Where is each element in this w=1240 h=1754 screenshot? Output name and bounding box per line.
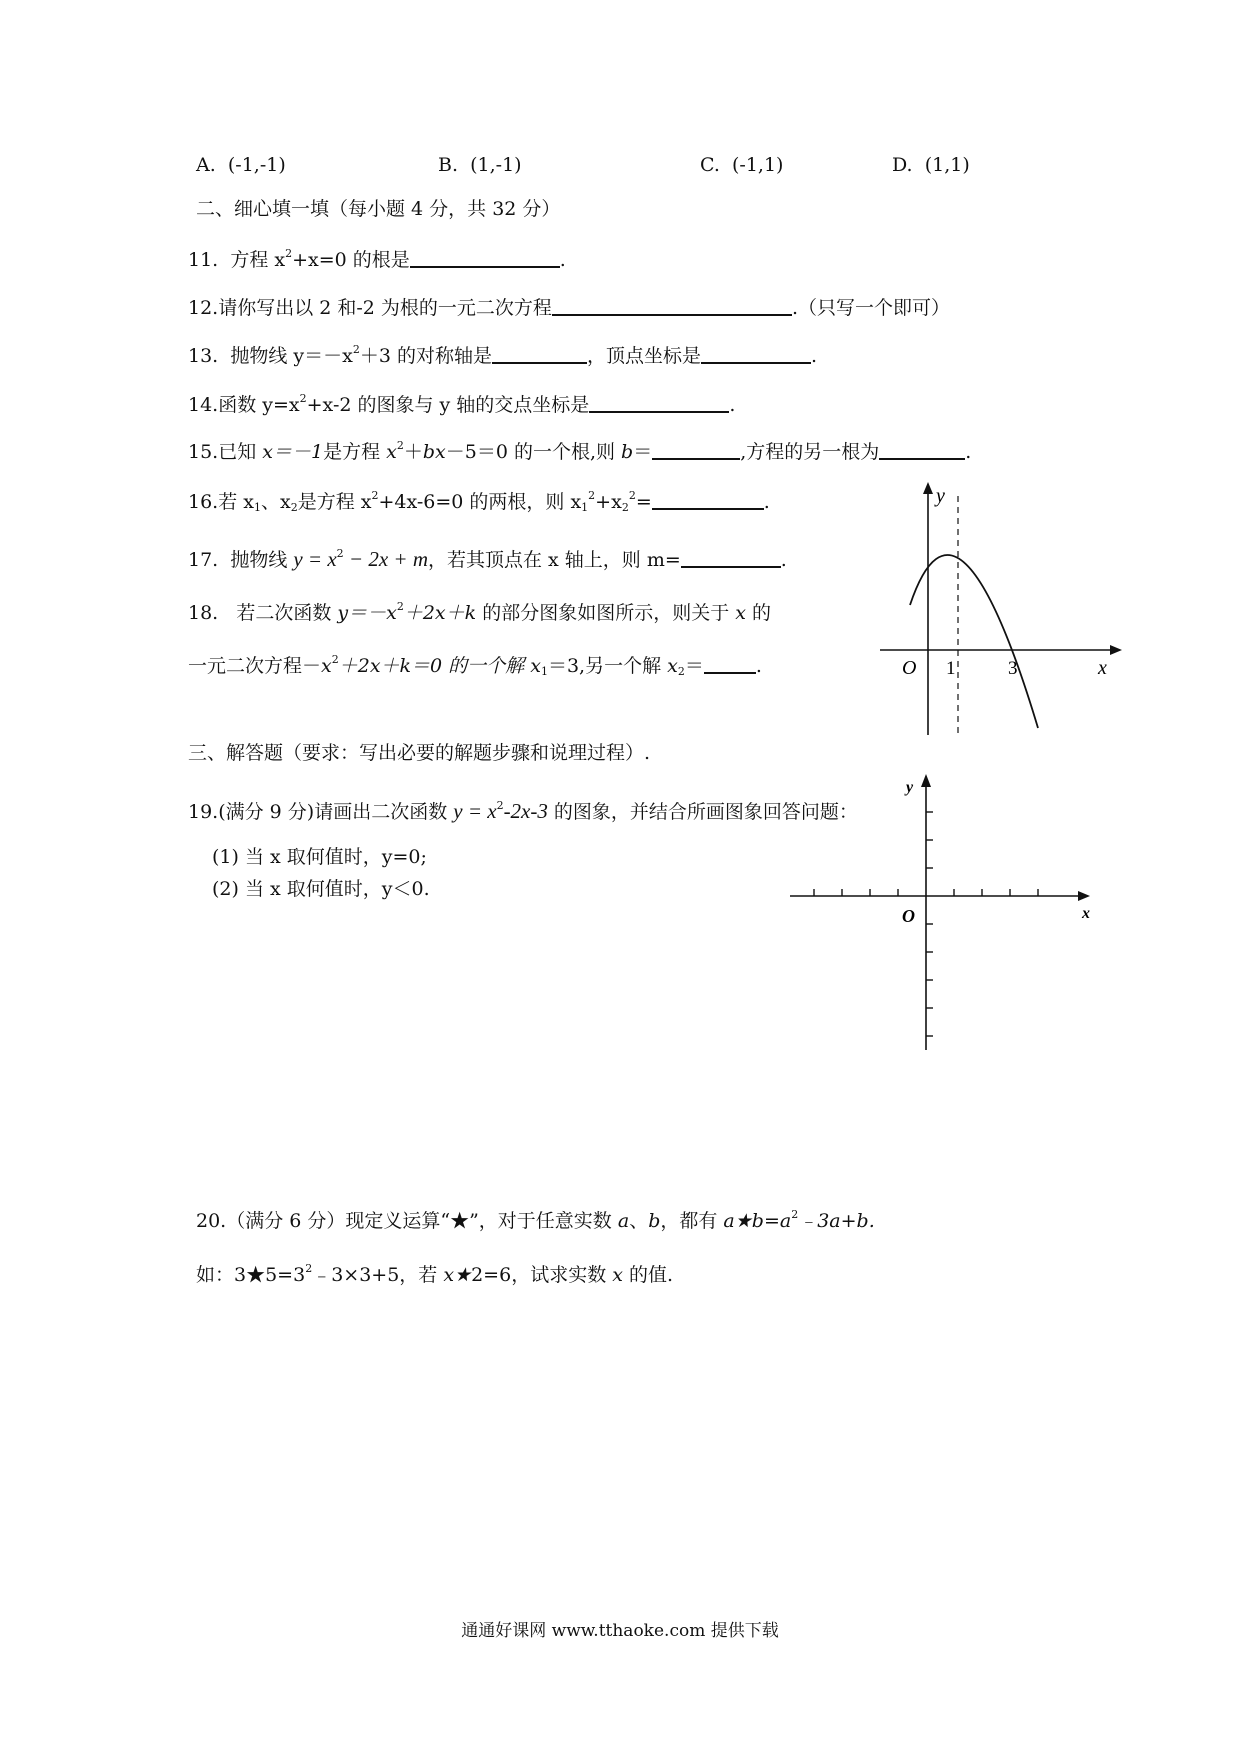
page-footer: 通通好课网 www.tthaoke.com 提供下载 xyxy=(461,1621,779,1641)
choice-c: C. (-1,1) xyxy=(700,154,784,176)
answer-blank-12[interactable] xyxy=(552,294,792,316)
graph2-y-arrow xyxy=(921,774,931,787)
graph1-origin: O xyxy=(902,657,917,679)
y-axis-ticks xyxy=(926,812,933,1036)
question-20-line2: 如：$3★5=3^2﹣3\times 3+5$，若 x★2=6，试求实数 x 的值. xyxy=(196,1262,674,1286)
answer-blank-11[interactable] xyxy=(410,246,560,268)
graph1-x-arrow xyxy=(1110,645,1122,655)
answer-blank-14[interactable] xyxy=(589,391,729,413)
choice-a: A. (-1,-1) xyxy=(196,154,286,176)
choice-d: D. (1,1) xyxy=(892,154,970,176)
graph2-x-arrow xyxy=(1078,891,1090,901)
question-19-sub2: (2) 当 x 取何值时，y＜0. xyxy=(212,878,430,900)
question-15: 15.已知 x＝－1是方程 $x^2+bx-5=0$ 的一个根,则 b＝ ,方程的另一根为 . xyxy=(188,439,972,463)
answer-blank-15b[interactable] xyxy=(879,438,965,460)
answer-blank-13a[interactable] xyxy=(492,342,587,364)
section2-heading: 二、细心填一填（每小题 4 分，共 32 分） xyxy=(196,198,561,220)
section3-heading: 三、解答题（要求：写出必要的解题步骤和说理过程）. xyxy=(188,742,651,764)
answer-blank-17[interactable] xyxy=(681,546,781,568)
question-13: 13. 抛物线 $y=-x^2+3$ 的对称轴是 ，顶点坐标是 . xyxy=(188,343,818,367)
graph1-tick-3: 3 xyxy=(1008,658,1018,679)
question-18-line1: 18. 若二次函数 $y=-x^2+2x+k$ 的部分图象如图所示，则关于 x 的 xyxy=(188,600,772,624)
graph2-y-label: y xyxy=(906,779,914,796)
question-16: 16.若 $x_1$、$x_2$是方程 $x^2+4x-6=0$ 的两根，则 $x_1^2+x_2^2=$ . xyxy=(188,489,770,514)
question-19-sub1: (1) 当 x 取何值时，y=0; xyxy=(212,846,427,868)
question-18-line2: 一元二次方程$-x^2+2x+k=0$ 的一个解 $x_1=3$,另一个解 $x_2=$ . xyxy=(188,653,762,678)
graph1-tick-1: 1 xyxy=(946,658,956,679)
question-14: 14.函数 $y=x^2+x-2$ 的图象与 y 轴的交点坐标是 . xyxy=(188,392,736,416)
question-12: 12.请你写出以 2 和-2 为根的一元二次方程 .（只写一个即可） xyxy=(188,294,950,321)
graph2-origin: O xyxy=(902,906,915,926)
graph2-x-label: x xyxy=(1082,905,1090,922)
parabola-curve xyxy=(910,555,1038,728)
coordinate-axes xyxy=(780,770,1110,1060)
answer-blank-15a[interactable] xyxy=(652,438,740,460)
question-20-line1: 20.（满分 6 分）现定义运算“★”，对于任意实数 a、b，都有 $a★b=a^2﹣3a+b$. xyxy=(196,1208,875,1232)
answer-blank-18[interactable] xyxy=(704,652,756,674)
graph1-y-arrow xyxy=(923,482,933,494)
graph1-x-label: x xyxy=(1098,657,1107,679)
question-19: 19.(满分 9 分)请画出二次函数 $y = x^2-2x-3$ 的图象，并结合所画图象回答问题： xyxy=(188,799,858,823)
graph1-y-label: y xyxy=(936,485,945,507)
answer-blank-16[interactable] xyxy=(652,488,764,510)
answer-blank-13b[interactable] xyxy=(701,342,811,364)
parabola-graph xyxy=(870,480,1130,740)
choice-b: B. (1,-1) xyxy=(438,154,522,176)
question-11: 11. 方程 $x^2+x=0$ 的根是 . xyxy=(188,247,566,271)
question-17: 17. 抛物线 $y = x^2 - 2x + m$，若其顶点在 x 轴上，则 m= . xyxy=(188,547,787,571)
